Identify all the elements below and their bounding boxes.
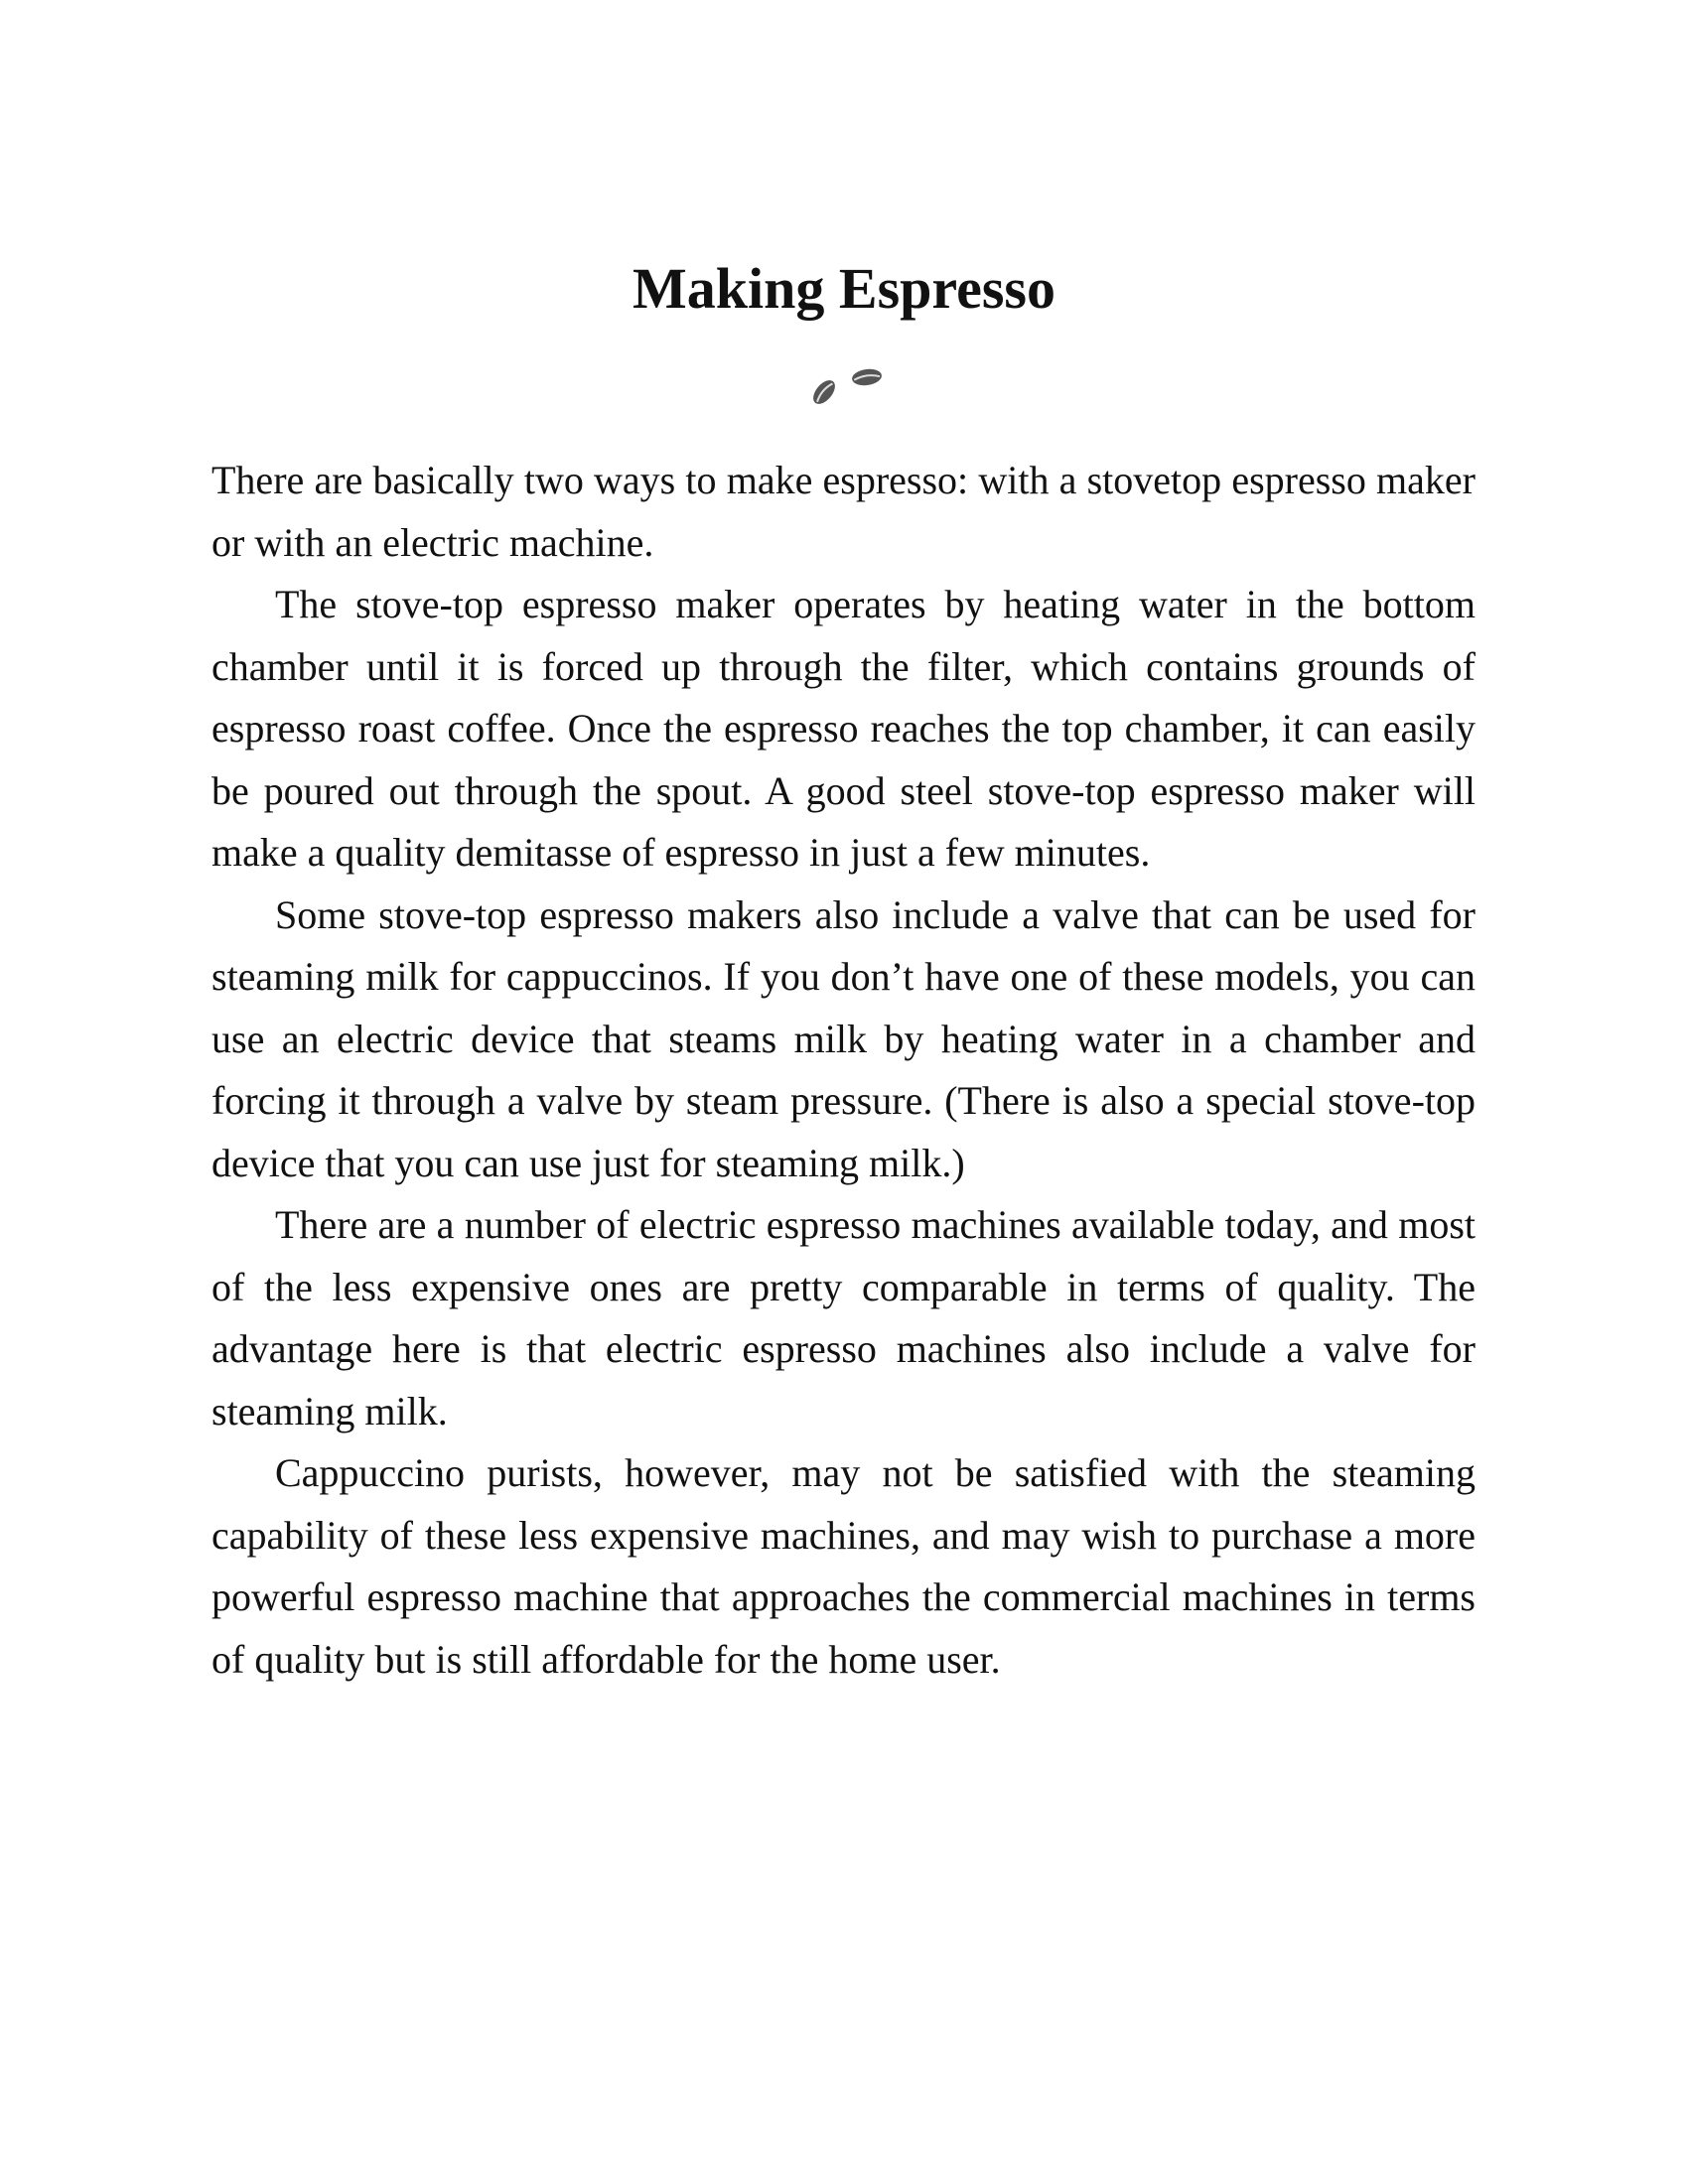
paragraph-electric-machines: There are a number of electric espresso machines available today, and most of the less expensive ones are pretty comparable in terms of quality. The advantage here is that electric espresso machines also include a valve for steaming milk. (211, 1202, 1476, 1433)
page-title: Making Espresso (633, 256, 1055, 321)
article-body (211, 450, 1476, 1691)
paragraph-steaming-valve: Some stove-top espresso makers also include a valve that can be used for steaming milk for cappuccinos. If you don’t have one of these models, you can use an electric device that steams milk by heating water in a chamber and forcing it through a valve by steam pressure. (There is also a special stove-top device that you can use just for steaming milk.) (211, 891, 1476, 1185)
paragraph-stovetop: The stove-top espresso maker operates by heating water in the bottom chamber until it is forced up through the filter, which contains grounds of espresso roast coffee. Once the espresso reaches the top chamber, it can easily be poured out through the spout. A good steel stove-top espresso maker will make a quality demitasse of espresso in just a few minutes. (211, 582, 1476, 875)
coffee-beans-icon (804, 365, 890, 409)
paragraph-intro: There are basically two ways to make espresso: with a stovetop espresso maker or with an electric machine. (211, 458, 1476, 565)
paragraph-cappuccino-purists: Cappuccino purists, however, may not be satisfied with the steaming capability of these less expensive machines, and may wish to purchase a more powerful espresso machine that approaches the commercial machines in terms of quality but is still affordable for the home user. (211, 1450, 1476, 1682)
